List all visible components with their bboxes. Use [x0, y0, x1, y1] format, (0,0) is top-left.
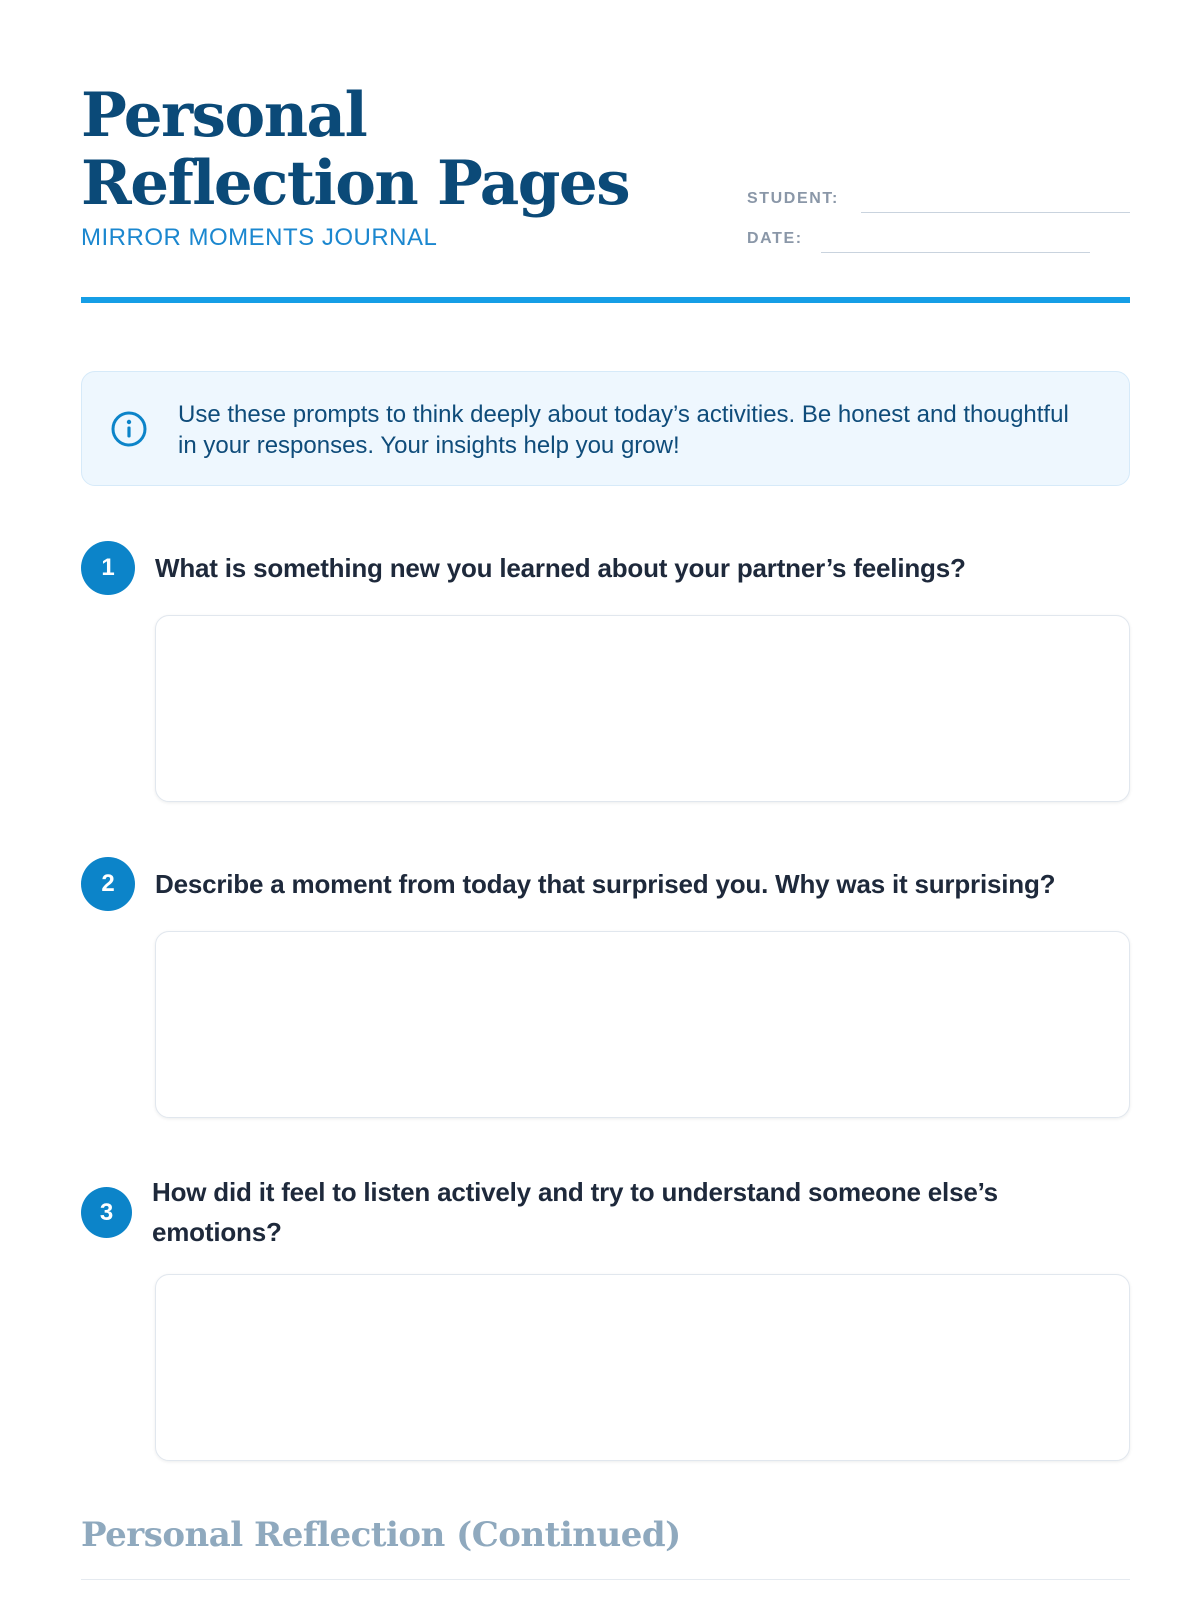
date-label: DATE: — [747, 230, 803, 247]
page-header — [81, 82, 1130, 302]
journal-subtitle: MIRROR MOMENTS JOURNAL — [81, 224, 438, 251]
question-text: How did it feel to listen actively and try to understand someone else’s emotions? — [152, 1177, 998, 1247]
info-icon — [110, 410, 148, 448]
date-input-line[interactable] — [821, 252, 1090, 253]
answer-box[interactable] — [155, 615, 1130, 802]
info-callout — [81, 371, 1130, 486]
question-number-badge: 1 — [81, 541, 135, 595]
info-text: Use these prompts to think deeply about today’s activities. Be honest and thoughtful in your responses. Your insights help you grow! — [178, 401, 1069, 459]
page-title: Personal Reflection Pages — [81, 80, 630, 219]
reflection-page — [81, 0, 1130, 1600]
header-divider — [81, 297, 1130, 303]
question-number-badge: 2 — [81, 857, 135, 911]
question-text: What is something new you learned about your partner’s feelings? — [155, 553, 966, 583]
answer-box[interactable] — [155, 1274, 1130, 1461]
continued-section-title: Personal Reflection (Continued) — [81, 1515, 681, 1555]
question-number-badge: 3 — [81, 1187, 132, 1238]
continued-divider — [81, 1579, 1130, 1580]
student-input-line[interactable] — [861, 212, 1130, 213]
answer-box[interactable] — [155, 931, 1130, 1118]
student-label: STUDENT: — [747, 190, 839, 207]
question-text: Describe a moment from today that surprised you. Why was it surprising? — [155, 869, 1056, 899]
